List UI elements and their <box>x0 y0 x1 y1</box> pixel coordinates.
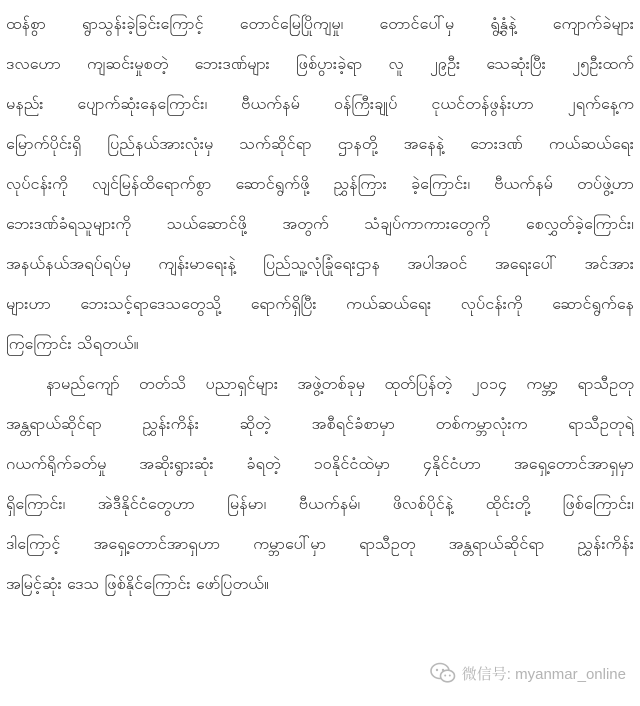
text-line: ဂယက်ရိုက်ခတ်မှု အဆိုးရွားဆုံး ခံရတဲ့ ၁၀နိုင်ငံထဲမှာ ၄နိုင်ငံဟာ အရှေ့တောင်အာရှမှာ <box>6 454 634 473</box>
text-line: အနယ်နယ်အရပ်ရပ်မှ ကျန်းမာရေးနဲ့ ပြည်သူ့လုံခြုံရေးဌာန အပါအဝင် အရေးပေါ် အင်အား <box>6 254 634 273</box>
text-line: မနည်း ပျောက်ဆုံးနေကြောင်း၊ ဗီယက်နမ် ဝန်ကြီးချုပ် ငုယင်တန်ဖွန်းဟာ ၂ရက်နေ့က <box>6 94 634 113</box>
text-line: ဒါကြောင့် အရှေ့တောင်အာရှဟာ ကမ္ဘာပေါ်မှာ ရာသီဥတု အန္တရာယ်ဆိုင်ရာ ညွှန်းကိန်း <box>6 534 634 553</box>
text-line: အမြင့်ဆုံး ဒေသ ဖြစ်နိုင်ကြောင်း ဖော်ပြတယ်။ <box>6 574 270 593</box>
text-line: ရှိကြောင်း၊ အဲဒီနိုင်ငံတွေဟာ မြန်မာ၊ ဗီယက်နမ်၊ ဖိလစ်ပိုင်နဲ့ ထိုင်းတို့ ဖြစ်ကြောင်း၊ <box>6 494 634 513</box>
text-line: ဘေးဒဏ်ခံရသူများကို သယ်ဆောင်ဖို့ အတွက် သံချပ်ကာကားတွေကို စေလွှတ်ခဲ့ကြောင်း၊ <box>6 214 634 233</box>
text-line: မြောက်ပိုင်းရှိ ပြည်နယ်အားလုံးမှ သက်ဆိုင်ရာ ဌာနတို့ အနေနဲ့ ဘေးဒဏ် ကယ်ဆယ်ရေး <box>6 134 634 153</box>
text-line: အန္တရာယ်ဆိုင်ရာ ညွှန်းကိန်း ဆိုတဲ့ အစီရင်ခံစာမှာ တစ်ကမ္ဘာလုံးက ရာသီဥတုရဲ့ <box>6 414 634 433</box>
text-line: နာမည်ကျော် တတ်သိ ပညာရှင်များ အဖွဲ့တစ်ခုမှ ထုတ်ပြန်တဲ့ ၂၀၁၄ ကမ္ဘာ့ ရာသီဥတု <box>46 374 634 393</box>
wechat-icon <box>430 662 456 684</box>
text-line: များဟာ ဘေးသင့်ရာဒေသတွေသို့ ရောက်ရှိပြီး ကယ်ဆယ်ရေး လုပ်ငန်းကို ဆောင်ရွက်နေ <box>6 294 634 313</box>
paragraph-1 <box>6 4 634 364</box>
text-line: ဒလဟော ကျဆင်းမှုစတဲ့ ဘေးဒဏ်များ ဖြစ်ပွားခဲ့ရာ လူ ၂၉ဦး သေဆုံးပြီး ၂၅ဦးထက် <box>6 54 634 73</box>
article-body <box>6 4 634 604</box>
text-line: ထန်စွာ ရွာသွန်းခဲ့ခြင်းကြောင့် တောင်မြေပြိုကျမှု၊ တောင်ပေါ်မှ ရွံ့နွံနဲ့ ကျောက်ခဲများ <box>6 14 634 33</box>
text-line: ကြကြောင်း သိရတယ်။ <box>6 334 139 353</box>
wechat-watermark <box>430 662 626 684</box>
text-line: လုပ်ငန်းကို လျင်မြန်ထိရောက်စွာ ဆောင်ရွက်ဖို့ ညွှန်ကြား ခဲ့ကြောင်း၊ ဗီယက်နမ် တပ်ဖွဲ့ဟာ <box>6 174 634 193</box>
paragraph-2 <box>6 364 634 604</box>
watermark-label: 微信号: myanmar_online <box>461 665 626 683</box>
